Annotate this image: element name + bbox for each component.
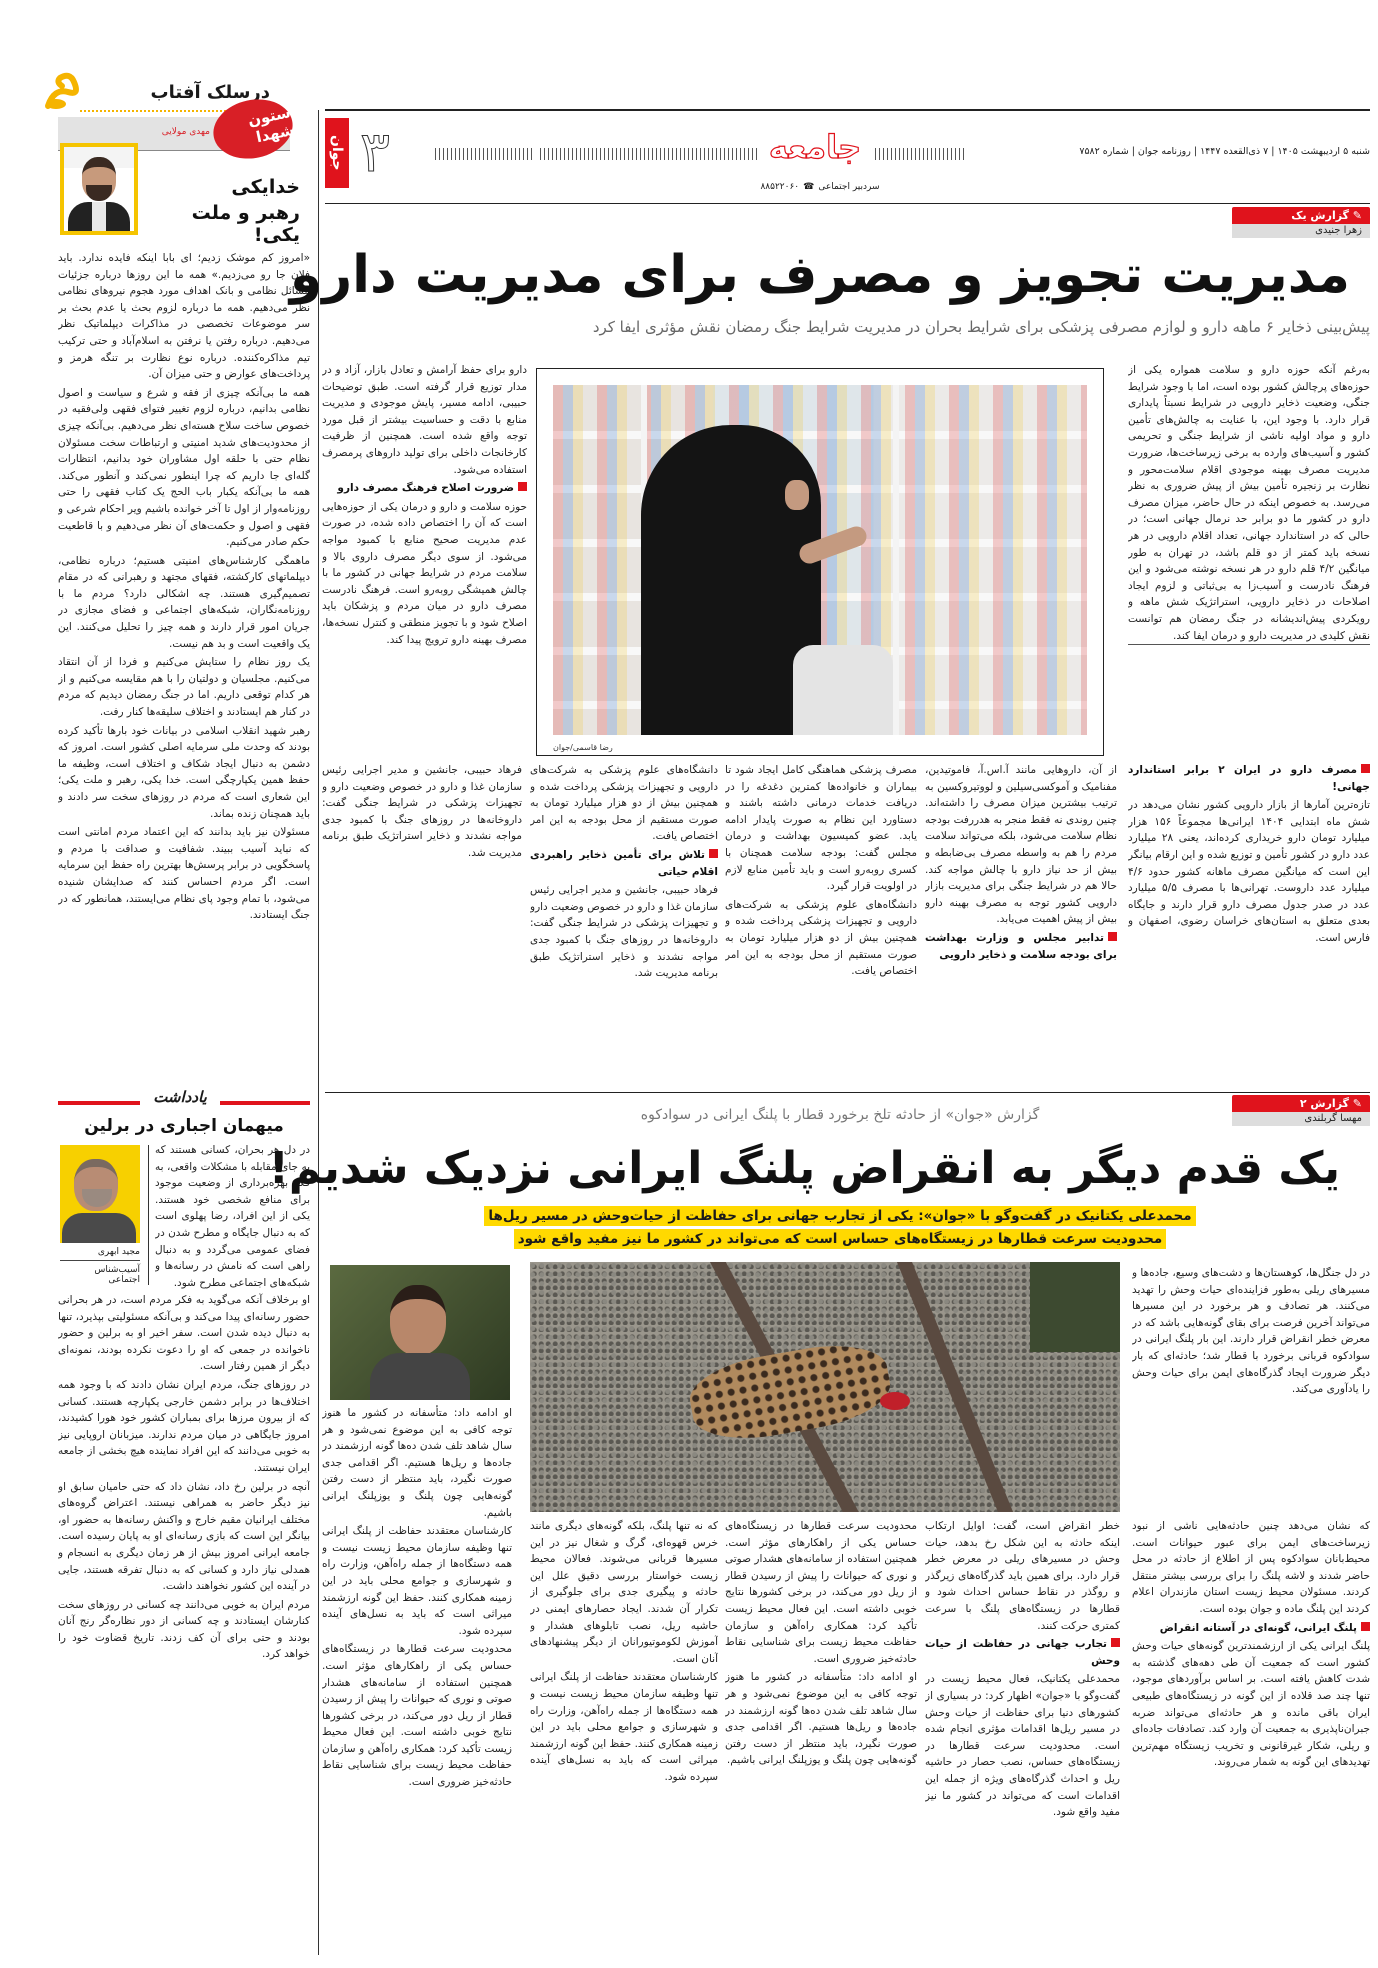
sidebar-divider [318,110,319,1955]
sidebar-title-line2: رهبر و ملت یکی! [191,202,300,246]
story2-column-3 [725,1518,917,1953]
note-title: میهمان اجباری در برلین [84,1116,284,1136]
story2-subheading [1132,1620,1370,1637]
subheading-text: تجارب جهانی در حفاظت از حیات وحش [925,1638,1120,1667]
subheading-text: تلاش برای تأمین ذخایر راهبردی اقلام حیاتی [530,848,718,878]
story1-subhead: پیش‌بینی ذخایر ۶ ماهه دارو و لوازم مصرفی پزشکی برای شرایط بحران در مدیریت شرایط جنگ رمضان نقش مؤثری ایفا کرد [592,318,1370,336]
editor-phone: ۸۸۵۲۲۰۶۰ [760,182,800,192]
story2-column-2 [925,1518,1120,1953]
pen-icon: ✎ [1348,1097,1362,1110]
story1-column-5 [322,762,522,1080]
paragraph: دارو برای حفظ آرامش و تعادل بازار، آزاد و در مدار توزیع قرار گرفته است. طبق توضیحات حبیبی، ادامه مسیر، پایش موجودی و مدیریت منابع با دقت و حساسیت بیشتر از قبل مورد توجه واقع شده است. همچنین از ظرفیت کارخانجات داخلی برای تولید داروهای پرمصرف استفاده می‌شود. [322,364,527,476]
story1-tag-text: گزارش یک [1291,209,1349,222]
story2-tag-text: گزارش ۲ [1299,1097,1349,1110]
story1-subheading [1128,762,1370,795]
note-intro: در دل هر بحران، کسانی هستند که به جای مقابله با مشکلات واقعی، به فکر بهره‌برداری از وضعیت موجود برای منافع شخصی خود هستند. یکی از این افراد، رضا پهلوی است که به دنبال جایگاه و مطرح شدن در فضای عمومی می‌گردد و به دنبال راهی است که نامش در رسانه‌ها و شبکه‌های اجتماعی مطرح شود. [155,1144,310,1289]
note-author-name: مجید ابهری [60,1247,140,1261]
story2-column-4 [530,1518,718,1953]
story1-headline: مدیریت تجویز و مصرف برای مدیریت دارو [289,245,1350,305]
paragraph: دانشگاه‌های علوم پزشکی به شرکت‌های دارویی و تجهیزات پزشکی پرداخت شده و همچنین بیش از دو هزار میلیارد تومان به صورت مستقیم از محل بودجه به این امر اختصاص یافت. [725,898,917,978]
paragraph: آنچه در برلین رخ داد، نشان داد که حتی حامیان سابق او نیز دیگر حاضر به همراهی نیستند. اعتراض گروه‌های مختلف ایرانیان مقیم خارج و واکنش رسانه‌ها به حضور او، بیانگر این است که بازی رسانه‌ای او به پایان رسیده است. جامعه ایرانی امروز بیش از هر زمان دیگری به انسجام و همدلی نیاز دارد و کسانی که به دنبال تفرقه هستند، جایی در آینده این کشور نخواهند داشت. [58,1480,310,1593]
paragraph: ماهمگی کارشناس‌های امنیتی هستیم؛ درباره نظامی، دیپلماتهای کارکشته، فقهای مجتهد و رهبرانی که در مقام تصمیم‌گیری هستند. چه اشکالی دارد؟ مردم ما با روزنامه‌نگاران، شبکه‌های اجتماعی و فضای مجازی در جریان امور قرار دارند و همه چیز را تحلیل می‌کنند. این یک واقعیت است و بد هم نیست. [58,554,310,650]
header-top-rule [325,109,1370,111]
story1-column-2 [925,762,1117,1080]
story1-tag [1232,207,1370,224]
paragraph: او برخلاف آنکه می‌گوید به فکر مردم است، در هر بحرانی حضور رسانه‌ای پیدا می‌کند و بی‌آنکه مسئولیتی بپذیرد، تنها به دنبال دیده شدن است. سفر اخیر او به برلین و حضور ناخوانده در جمعی که او را دعوت نکرده بودند، نمونه‌ای دیگر از همین رفتار است. [58,1294,310,1373]
paragraph: مسئولان نیز باید بدانند که این اعتماد مردم امانتی است که نباید آسیب ببیند. شفافیت و صداقت با مردم و پاسخگویی در برابر پرسش‌ها بهترین راه حفظ این سرمایه است. اگر مردم احساس کنند که صدایشان شنیده می‌شود، با تمام وجود پای نظام می‌ایستند، همانطور که در جنگ ایستادند. [58,826,310,922]
paragraph: محمدعلی یکتانیک، فعال محیط زیست در گفت‌وگو با «جوان» اظهار کرد: در بسیاری از کشورهای دنیا برای حفاظت از حیات وحش در مسیر ریل‌ها اقدامات مؤثری انجام شده است. محدودیت سرعت قطارها در زیستگاه‌های حساس، نصب حصار در حاشیه ریل و احداث گذرگاه‌های ویژه از جمله این اقدامات است که می‌تواند در کشور ما نیز مفید واقع شود. [925,1673,1120,1819]
paragraph: کارشناسان معتقدند حفاظت از پلنگ ایرانی تنها وظیفه سازمان محیط زیست نیست و همه دستگاه‌ها از جمله راه‌آهن، وزارت راه و شهرسازی و جوامع محلی باید در این زمینه همکاری کنند. حفظ این گونه ارزشمند میراثی است که باید به نسل‌های آینده سپرده شود. [530,1671,718,1783]
story1-subheading [530,847,718,880]
red-square-icon [709,849,718,858]
paragraph: خطر انقراض است، گفت: اوایل ارتکاب اینکه حادثه به این شکل رخ بدهد، حیات وحش در مسیرهای ریلی در معرض خطر قرار دارد. برای همین باید گذرگاه‌های زیرگذر و روگذر در نقاط حساس احداث شود و قطارها در زیستگاه‌های پلنگ با سرعت کمتری حرکت کنند. [925,1520,1120,1632]
paragraph: پلنگ ایرانی یکی از ارزشمندترین گونه‌های حیات وحش کشور است که جمعیت آن طی دهه‌های گذشته به شدت کاهش یافته است. بر اساس برآوردهای موجود، تنها چند صد قلاده از این گونه در زیستگاه‌های طبیعی ایران باقی مانده و هر حادثه‌ای می‌تواند ضربه جبران‌ناپذیری به جمعیت آن وارد کند. تصادفات جاده‌ای و ریلی، شکار غیرقانونی و تخریب زیستگاه مهم‌ترین تهدیدهای این گونه به شمار می‌روند. [1132,1640,1370,1769]
paragraph: رهبر شهید انقلاب اسلامی در بیانات خود بارها تأکید کرده بودند که وحدت ملی سرمایه اصلی کشور است. امروز که دشمن به دنبال ایجاد شکاف و اختلاف است، وظیفه ما حفظ همین یکپارچگی است. خدا یکی، رهبر و ملت یکی؛ این شعاری است که مردم در روزهای سخت سر دادند و باید همچنان زنده بماند. [58,724,310,820]
paragraph: که نشان می‌دهد چنین حادثه‌هایی ناشی از نبود زیرساخت‌های ایمن برای عبور حیوانات است. محیط‌بانان سوادکوه پس از اطلاع از حادثه در محل حاضر شدند و لاشه پلنگ را برای بررسی بیشتر منتقل کردند. مسئولان محیط زیست استان مازندران اعلام کردند این پلنگ ماده و جوان بوده است. [1132,1520,1370,1615]
story2-portrait-photo [330,1265,510,1400]
ornament-dotted-line [80,110,230,112]
pen-icon: ✎ [1348,209,1362,222]
paragraph: کارشناسان معتقدند حفاظت از پلنگ ایرانی تنها وظیفه سازمان محیط زیست نیست و همه دستگاه‌ها از جمله راه‌آهن، وزارت راه و شهرسازی و جوامع محلی باید در این زمینه همکاری کنند. حفظ این گونه ارزشمند میراثی است که باید به نسل‌های آینده سپرده شود. [322,1525,512,1637]
paragraph: فرهاد حبیبی، جانشین و مدیر اجرایی رئیس سازمان غذا و دارو در خصوص وضعیت دارو و تجهیزات پزشکی در شرایط جنگی گفت: داروخانه‌ها در روزهای جنگ با کمبود جدی مواجه نشدند و ذخایر استراتژیک طبق برنامه مدیریت شد. [530,884,718,980]
sidebar-author: مهدی مولایی [161,127,210,137]
paragraph: که نه تنها پلنگ، بلکه گونه‌های دیگری مانند خرس قهوه‌ای، گرگ و شغال نیز در این مسیرها قربانی می‌شوند. فعالان محیط زیست خواستار بررسی دقیق علل این حادثه و پیگیری جدی برای جلوگیری از تکرار آن شدند. ایجاد حصارهای ایمنی در حاشیه ریل، نصب تابلوهای هشدار و آموزش لکوموتیورانان از دیگر پیشنهادهای آنان است. [530,1520,718,1665]
paragraph: حوزه سلامت و دارو و درمان یکی از حوزه‌هایی است که آن را اختصاص داده شده، در صورت عدم مدیریت صحیح منابع با کمبود مواجه می‌شود. از سوی دیگر مصرف داروی بالا و سلامت مردم در شرایط جهانی در کشور ما با چالش همیشگی روبه‌رو است. فرهنگ نادرست مصرف دارو در میان مردم و پزشکان باید اصلاح شود و با تجویز منطقی و کنترل نسخه‌ها، مصرف بهینه دارو ترویج پیدا کند. [322,500,527,646]
story2-highlights [340,1205,1340,1247]
story2-highlight-1: محمدعلی یکتانیک در گفت‌وگو با «جوان»: یکی از تجارب جهانی برای حفاظت از حیات‌وحش در مسیر ریل‌ها [484,1206,1195,1226]
paragraph: او ادامه داد: متأسفانه در کشور ما هنوز توجه کافی به این موضوع نمی‌شود و هر سال شاهد تلف شدن ده‌ها گونه ارزشمند در جاده‌ها و ریل‌ها هستیم. اگر اقدامی جدی صورت نگیرد، باید منتظر از دست رفتن گونه‌هایی چون پلنگ و یوزپلنگ ایرانی باشیم. [725,1671,917,1767]
note-author-photo [60,1145,140,1243]
story1-photo [536,368,1104,756]
story2-kicker: گزارش «جوان» از حادثه تلخ برخورد قطار با پلنگ ایرانی در سوادکوه [640,1107,1040,1123]
subheading-text: پلنگ ایرانی، گونه‌ای در آستانه انقراض [1159,1621,1357,1634]
story1-column-4 [530,762,718,1080]
subheading-text: ضرورت اصلاح فرهنگ مصرف دارو [337,482,514,495]
paragraph: مردم ایران به خوبی می‌دانند چه کسانی در روزهای سخت کنارشان ایستادند و چه کسانی از دور نظاره‌گر رنج آنان بودند و حتی برای آن کف زدند. تاریخ قضاوت خود را خواهد کرد. [58,1598,310,1661]
red-square-icon [1361,764,1370,773]
paragraph: او ادامه داد: متأسفانه در کشور ما هنوز توجه کافی به این موضوع نمی‌شود و هر سال شاهد تلف شدن ده‌ها گونه ارزشمند در جاده‌ها و ریل‌ها هستیم. اگر اقدامی جدی صورت نگیرد، باید منتظر از دست رفتن گونه‌هایی چون پلنگ و یوزپلنگ ایرانی باشیم. [322,1407,512,1519]
paragraph: همه ما بی‌آنکه چیزی از فقه و شرع و سیاست و اصول نظامی بدانیم، درباره لزوم تغییر فتوای فقهی ولی‌فقیه در خصوص ساخت سلاح هسته‌ای نظر می‌دهیم. بی‌آنکه چیزی از محدودیت‌های شدید امنیتی و ارتباطات سخت مسئولان نظام حتی با حلقه اول مشاوران خود بدانیم، انتظارات گله‌ای جا داریم که چرا اینطور نمی‌کند و آنطور می‌کند. همه ما بی‌آنکه یکبار باب الحج یک کتاب فقهی را حتی روزنامه‌وار از اول تا آخر خوانده باشیم ویر احکام شرعی و فقهی و اصول و حکمت‌های آن نظر می‌دهیم و با قاطعیت حکم صادر می‌کنیم. [58,386,310,549]
header-barcode-left [540,148,760,160]
column-logo [208,92,298,165]
story1-column-1 [1128,762,1370,1080]
note-author-role: آسیب‌شناس اجتماعی [94,1265,140,1285]
story2-intro [1132,1265,1370,1515]
story2-photo-leopard-on-rails [530,1262,1120,1512]
header-barcode-right [875,148,965,160]
paragraph: فرهاد حبیبی، جانشین و مدیر اجرایی رئیس سازمان غذا و دارو در خصوص وضعیت دارو و تجهیزات پزشکی در شرایط جنگی گفت: داروخانه‌ها در روزهای جنگ با کمبود جدی مواجه نشدند و ذخایر استراتژیک طبق برنامه مدیریت شد. [322,764,522,859]
story1-photo-credit: رضا قاسمی/جوان [553,743,613,752]
section-title: جامعه [768,128,862,166]
story2-author: مهسا گربلندی [1232,1112,1370,1126]
red-square-icon [1108,932,1117,941]
header-bottom-rule [325,203,1370,204]
sidebar-title-line1: خدایکی [231,176,300,198]
story2-top-rule [325,1092,1370,1093]
note-label: یادداشت [140,1088,220,1106]
paragraph: مصرف پزشکی هماهنگی کامل ایجاد شود تا بیماران و خانواده‌ها کمترین دغدغه را در دریافت خدمات درمانی داشته باشند و دستاورد این نظام به صورت پایدار ادامه یابد. عضو کمیسیون بهداشت و درمان مجلس گفت: بودجه سلامت همچنان با کسری روبه‌رو است و باید تأمین منابع لازم در اولویت قرار گیرد. [725,764,917,893]
paragraph: محدودیت سرعت قطارها در زیستگاه‌های حساس یکی از راهکارهای مؤثر است. همچنین استفاده از سامانه‌های هشدار صوتی و نوری که حیوانات را پیش از رسیدن قطار از ریل دور می‌کند، در برخی کشورها نتایج خوبی داشته است. این فعال محیط زیست تأکید کرد: همکاری راه‌آهن و سازمان حفاظت محیط زیست برای شناسایی نقاط حادثه‌خیز ضروری است. [725,1520,917,1665]
paragraph: دانشگاه‌های علوم پزشکی به شرکت‌های دارویی و تجهیزات پزشکی پرداخت شده و همچنین بیش از دو هزار میلیارد تومان به صورت مستقیم از محل بودجه به این امر اختصاص یافت. [530,764,718,843]
paragraph: از آن، داروهایی مانند آ.اس.آ، فاموتیدین، مفنامیک و آموکسی‌سیلین و لووتیروکسین به ترتیب بیشترین میزان مصرف را داشته‌اند. چنین روندی نه فقط منجر به هدررفت بودجه نظام سلامت می‌شود، بلکه می‌تواند سلامت مردم را هم به واسطه مصرف بی‌ضابطه و بیش از حد نیاز دارو با چالش مواجه کند. حالا هم در شرایط جنگی برای مدیریت بازار دارویی کشور توجه به مصرف بهینه دارو بیش از پیش اهمیت می‌یابد. [925,764,1117,926]
header-barcode-mid [435,148,535,160]
author-photo [60,143,138,235]
paragraph: یک روز نظام را ستایش می‌کنیم و فردا از آن انتقاد می‌کنیم. مجلسیان و دولتیان را با هم مقایسه می‌کنیم و از هر کدام توقعی داریم. اما در جنگ رمضان دیدیم که مردم در کنار هم ایستادند و اختلاف سلیقه‌ها کنار رفت. [58,656,310,719]
paragraph: در دل جنگل‌ها، کوهستان‌ها و دشت‌های وسیع، جاده‌ها و مسیرهای ریلی به‌طور فزاینده‌ای حیات وحش را تهدید می‌کنند. هر تصادف و هر برخورد در این مسیرها می‌تواند آخرین فرصت برای بقای گونه‌هایی باشد که در معرض خطر انقراض قرار دارند. این بار پلنگ ایرانی در سوادکوه قربانی برخورد با قطار شد؛ حادثه‌ای که بار دیگر ضرورت ایجاد گذرگاه‌های ایمن برای حیات وحش را یادآوری می‌کند. [1132,1267,1370,1396]
red-square-icon [1111,1638,1120,1647]
red-square-icon [1361,1622,1370,1631]
page-number: ۳ [359,120,391,185]
story2-column-1 [1132,1518,1370,1953]
paragraph: تازه‌ترین آمارها از بازار دارویی کشور نشان می‌دهد در شش ماه ابتدایی ۱۴۰۴ ایرانی‌ها مجموعاً ۱۵۶ هزار میلیارد تومان دارو خریداری کرده‌اند، یعنی ۲۸ میلیارد عدد دارو در کشور تأمین و توزیع شده و این ارقام بیانگر این است که میانگین مصرف ماهانه کشور حدود ۴/۶ میلیارد عدد داروست. تهرانی‌ها با مصرف ۵/۵ میلیارد عدد در صدر جدول مصرف دارو قرار دارند و جایگاه بعدی متعلق به استان‌های خراسان رضوی، اصفهان و فارس است. [1128,799,1370,944]
paragraph: به‌رغم آنکه حوزه دارو و سلامت همواره یکی از حوزه‌های پرچالش کشور بوده است، اما با وجود شرایط جنگی، وضعیت ذخایر دارویی در شرایط نسبتاً پایداری قرار دارد. با وجود این، با عنایت به چالش‌های تأمین دارو و مواد اولیه ناشی از شرایط جنگی و تحریمی کشور و آسیب‌های وارده به برخی زیرساخت‌ها، ضرورت مدیریت مصرف بهینه موجودی اقلام سلامت‌محور و نظارت بر زنجیره تأمین بیش از پیش ضروری به نظر می‌رسد. به خصوص اینکه در حال حاضر، میزان مصرف دارو در کشور ما دو برابر حد نرمال جهانی است؛ در حالی که در استاندارد جهانی، تعداد اقلام دارویی در هر نسخه باید کمتر از دو قلم باشد، در تهران به طور میانگین ۴/۲ قلم دارو در هر نسخه نوشته می‌شود و این فرهنگ نادرست و آسیب‌زا به بی‌ثباتی و لزوم ایجاد اصلاحات در ذخایر دارویی، استراتژیک شش ماهه و رویکردی پیش‌اندیشانه در جنگ رمضان هم توانست نقش کلیدی در مدیریت دارو و درمان ایفا کند. [1128,362,1370,645]
newspaper-logo-text: جوان [329,135,345,171]
story2-highlight-2: محدودیت سرعت قطارها در زیستگاه‌های حساس است که می‌تواند در کشور ما نیز مفید واقع شود [514,1229,1167,1249]
story2-column-5 [322,1405,512,1953]
story1-subheading [322,480,527,497]
story1-column-3 [725,762,917,1080]
story1-subheading [925,930,1117,963]
newspaper-logo [325,118,349,188]
story2-headline: یک قدم دیگر به انقراض پلنگ ایرانی نزدیک شدیم! [268,1143,1340,1194]
sidebar-article-body [58,250,310,1080]
phone-icon: ☎ [803,182,815,192]
subheading-text: تدابیر مجلس و وزارت بهداشت برای بودجه سلامت و ذخایر دارویی [925,931,1117,961]
sun-ornament-icon [44,68,92,110]
column-logo-text: ستون شهدا [246,103,296,147]
paragraph: محدودیت سرعت قطارها در زیستگاه‌های حساس یکی از راهکارهای مؤثر است. همچنین استفاده از سامانه‌های هشدار صوتی و نوری که حیوانات را پیش از رسیدن قطار از ریل دور می‌کند، در برخی کشورها نتایج خوبی داشته است. این فعال محیط زیست تأکید کرد: همکاری راه‌آهن و سازمان حفاظت محیط زیست برای شناسایی نقاط حادثه‌خیز ضروری است. [322,1643,512,1789]
red-square-icon [518,482,527,491]
note-body [58,1292,310,1952]
issue-info: شنبه ۵ اردیبهشت ۱۴۰۵ | ۷ ذی‌القعده ۱۴۴۷ | روزنامه جوان | شماره ۷۵۸۲ [1079,146,1370,157]
editor-label: سردبیر اجتماعی [818,182,880,192]
story1-author: زهرا جنیدی [1232,224,1370,238]
paragraph: در روزهای جنگ، مردم ایران نشان دادند که با وجود همه اختلاف‌ها در برابر دشمن خارجی یکپارچه هستند. کسانی که از بیرون مرزها برای بمباران کشور خود هورا کشیدند، امروز جایگاهی در میان مردم ندارند. میزبانان اروپایی نیز به خوبی می‌دانند که این افراد نماینده هیچ بخشی از جامعه ایران نیستند. [58,1378,310,1474]
story1-intro [1128,362,1370,760]
note-divider [148,1145,149,1285]
story1-column-left-top [322,362,527,760]
sidebar-section-title: درسلک آفتاب [150,82,270,103]
subheading-text: مصرف دارو در ایران ۲ برابر استاندارد جهانی! [1128,764,1370,793]
story2-subheading [925,1636,1120,1669]
editor-contact [750,182,890,192]
paragraph: «امروز کم موشک زدیم؛ ای بابا اینکه فایده ندارد. باید فلان جا رو می‌زدیم.» همه ما این روزها درباره جزئیات مسائل نظامی و بانک اهداف مورد هجوم نیروهای نظامی نظر می‌دهیم. همه ما درباره لزوم بحث یا عدم بحث بر سر موضوعات تخصصی در مذاکرات دیپلماتیک نظر می‌دهیم. درباره رفتن یا نرفتن به اسلام‌آباد و حتی ترکیب تیم مذاکره‌کننده. درباره نوع نظارت بر تنگه هرمز و پرداخت‌های عوارض و حتی میزان آن. [58,252,310,381]
